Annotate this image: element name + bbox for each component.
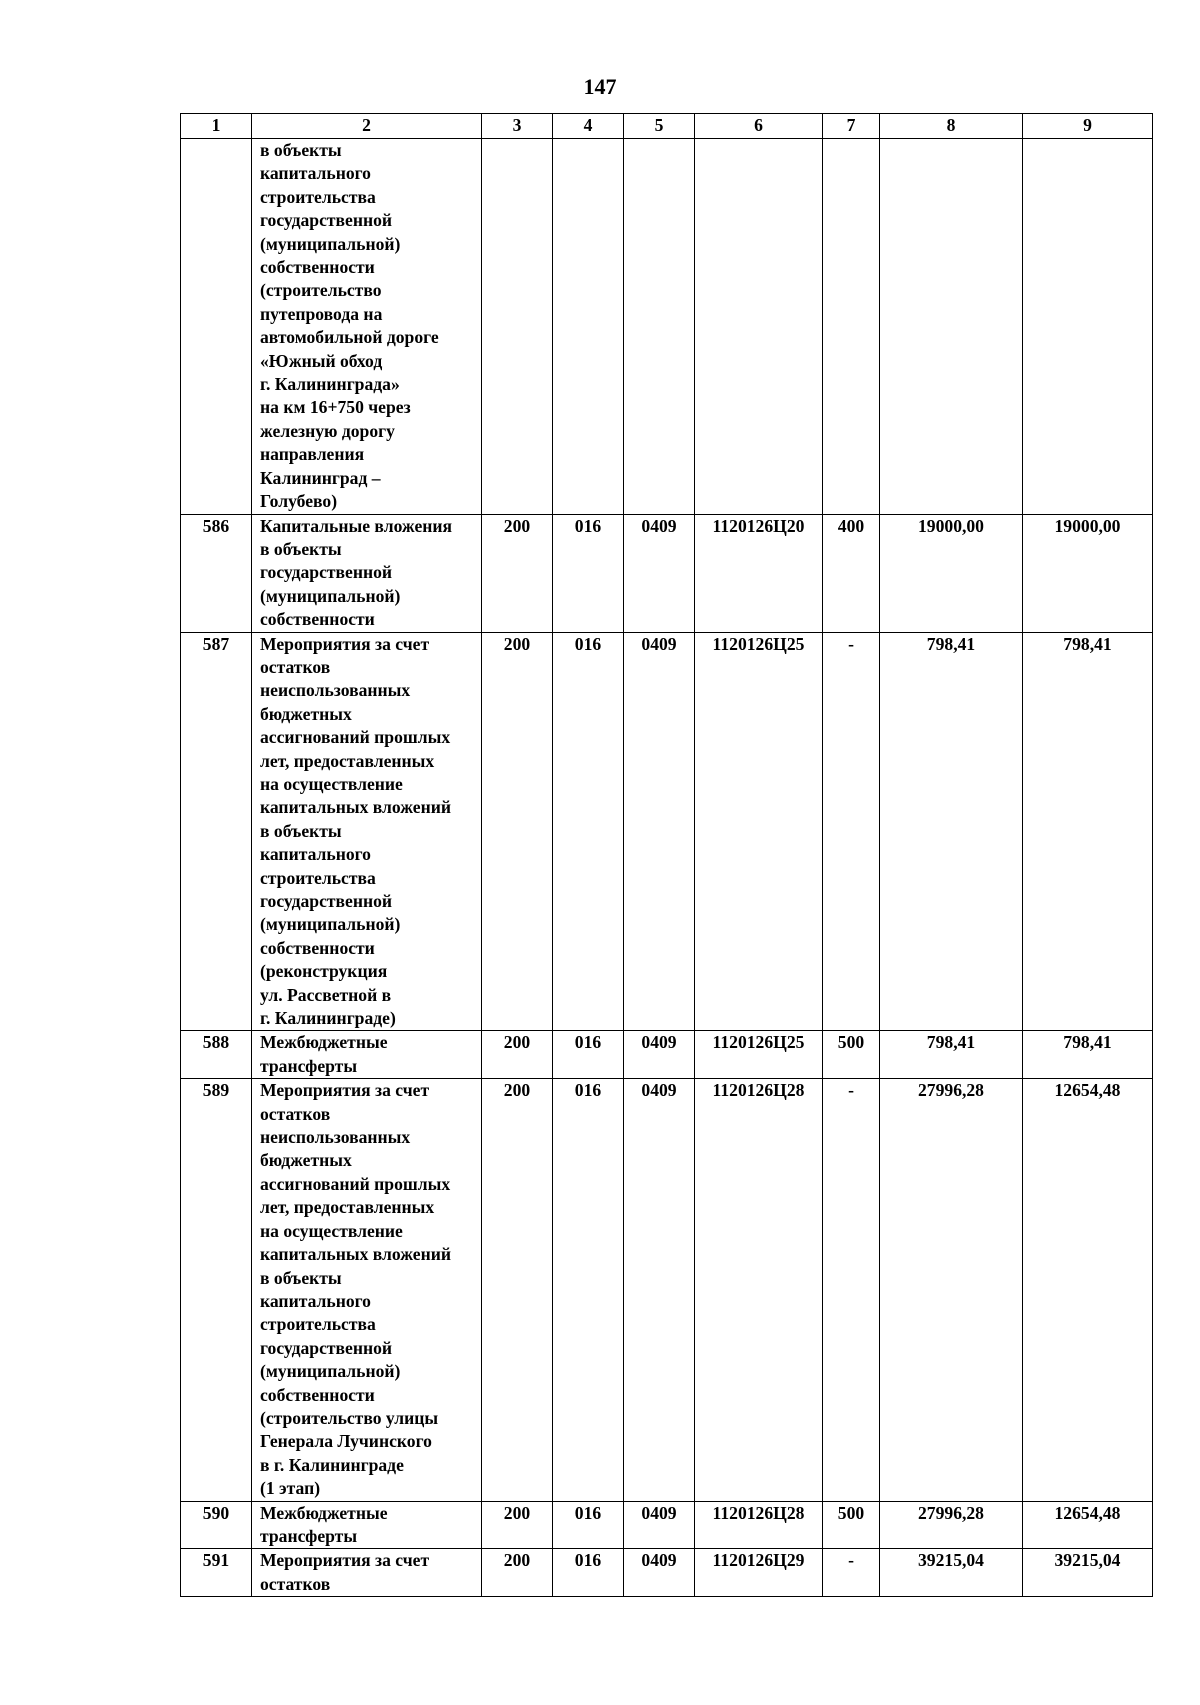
budget-table	[180, 113, 1153, 1597]
item-name: в объекты капитального строительства государственной (муниципальной) собственности (строительство путепровода на автомобильной дороге «Южный обход г. Калининграда» на км 16+750 через железную дорогу направления Калининград – Голубево)	[252, 139, 482, 515]
column-header: 5	[624, 114, 695, 139]
table-row	[181, 1031, 1153, 1079]
cell-col3: 200	[482, 514, 553, 632]
row-number: 588	[181, 1031, 252, 1079]
cell-col7: 500	[823, 1031, 880, 1079]
column-header: 6	[695, 114, 823, 139]
row-number: 589	[181, 1079, 252, 1501]
table-row	[181, 632, 1153, 1031]
cell-col4: 016	[553, 1079, 624, 1501]
cell-col7: -	[823, 632, 880, 1031]
item-name: Мероприятия за счет остатков	[252, 1549, 482, 1597]
cell-col7	[823, 139, 880, 515]
cell-col8	[880, 139, 1023, 515]
cell-col9	[1023, 139, 1153, 515]
cell-col6: 1120126Ц20	[695, 514, 823, 632]
row-number: 591	[181, 1549, 252, 1597]
row-number: 587	[181, 632, 252, 1031]
column-header: 8	[880, 114, 1023, 139]
cell-col3: 200	[482, 1501, 553, 1549]
column-header: 3	[482, 114, 553, 139]
cell-col6: 1120126Ц28	[695, 1501, 823, 1549]
cell-col9: 798,41	[1023, 632, 1153, 1031]
cell-col5: 0409	[624, 1031, 695, 1079]
header-row	[181, 114, 1153, 139]
column-header: 2	[252, 114, 482, 139]
table-row	[181, 1079, 1153, 1501]
item-name: Межбюджетные трансферты	[252, 1501, 482, 1549]
cell-col4: 016	[553, 1549, 624, 1597]
table-row	[181, 514, 1153, 632]
cell-col6: 1120126Ц29	[695, 1549, 823, 1597]
cell-col9: 12654,48	[1023, 1501, 1153, 1549]
cell-col9: 798,41	[1023, 1031, 1153, 1079]
cell-col6: 1120126Ц28	[695, 1079, 823, 1501]
item-name: Мероприятия за счет остатков неиспользованных бюджетных ассигнований прошлых лет, предоставленных на осуществление капитальных вложений в объекты капитального строительства государственной (муниципальной) собственности (реконструкция ул. Рассветной в г. Калининграде)	[252, 632, 482, 1031]
cell-col3: 200	[482, 1079, 553, 1501]
item-name: Капитальные вложения в объекты государственной (муниципальной) собственности	[252, 514, 482, 632]
row-number	[181, 139, 252, 515]
cell-col3: 200	[482, 632, 553, 1031]
cell-col5: 0409	[624, 632, 695, 1031]
item-name: Межбюджетные трансферты	[252, 1031, 482, 1079]
cell-col4: 016	[553, 1031, 624, 1079]
cell-col9: 39215,04	[1023, 1549, 1153, 1597]
cell-col8: 27996,28	[880, 1079, 1023, 1501]
table-row	[181, 139, 1153, 515]
cell-col6: 1120126Ц25	[695, 632, 823, 1031]
table-row	[181, 1549, 1153, 1597]
column-header: 7	[823, 114, 880, 139]
row-number: 586	[181, 514, 252, 632]
cell-col4: 016	[553, 514, 624, 632]
cell-col9: 12654,48	[1023, 1079, 1153, 1501]
cell-col5: 0409	[624, 1549, 695, 1597]
cell-col8: 27996,28	[880, 1501, 1023, 1549]
cell-col7: 500	[823, 1501, 880, 1549]
cell-col8: 798,41	[880, 632, 1023, 1031]
page-number: 147	[583, 74, 617, 99]
cell-col4	[553, 139, 624, 515]
cell-col5: 0409	[624, 1501, 695, 1549]
cell-col8: 19000,00	[880, 514, 1023, 632]
cell-col3: 200	[482, 1549, 553, 1597]
cell-col8: 798,41	[880, 1031, 1023, 1079]
cell-col6: 1120126Ц25	[695, 1031, 823, 1079]
cell-col5	[624, 139, 695, 515]
row-number: 590	[181, 1501, 252, 1549]
cell-col7: 400	[823, 514, 880, 632]
cell-col5: 0409	[624, 514, 695, 632]
cell-col7: -	[823, 1549, 880, 1597]
cell-col3	[482, 139, 553, 515]
column-header: 9	[1023, 114, 1153, 139]
item-name: Мероприятия за счет остатков неиспользованных бюджетных ассигнований прошлых лет, предоставленных на осуществление капитальных вложений в объекты капитального строительства государственной (муниципальной) собственности (строительство улицы Генерала Лучинского в г. Калининграде (1 этап)	[252, 1079, 482, 1501]
column-header: 1	[181, 114, 252, 139]
table-row	[181, 1501, 1153, 1549]
cell-col7: -	[823, 1079, 880, 1501]
column-header: 4	[553, 114, 624, 139]
cell-col3: 200	[482, 1031, 553, 1079]
cell-col5: 0409	[624, 1079, 695, 1501]
cell-col8: 39215,04	[880, 1549, 1023, 1597]
cell-col6	[695, 139, 823, 515]
cell-col4: 016	[553, 632, 624, 1031]
cell-col4: 016	[553, 1501, 624, 1549]
cell-col9: 19000,00	[1023, 514, 1153, 632]
